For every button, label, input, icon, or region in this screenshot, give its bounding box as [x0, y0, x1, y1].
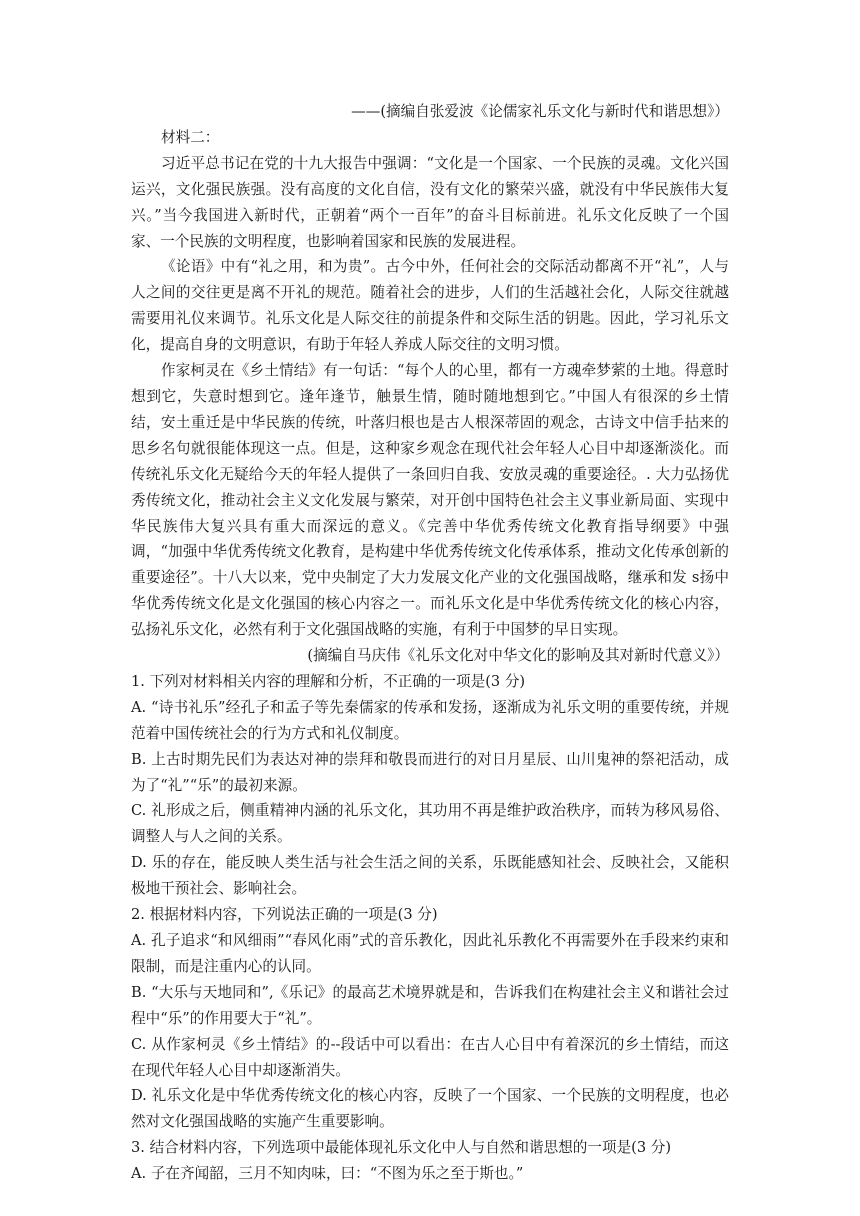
question-2-option-b: B. “大乐与天地同和”,《乐记》的最高艺术境界就是和，告诉我们在构建社会主义和谐社会过程中“乐”的作用要大于“礼”。 [131, 983, 729, 1027]
question-3: 3. 结合材料内容，下列选项中最能体现礼乐文化中人与自然和谐思想的一项是(3 分) [131, 1139, 672, 1157]
source-citation-2: (摘编自马庆伟《礼乐文化对中华文化的影响及其对新时代意义》） [307, 647, 729, 665]
paragraph: 习近平总书记在党的十九大报告中强调：“文化是一个国家、一个民族的灵魂。文化兴国运兴，文化强民族强。没有高度的文化自信，没有文化的繁荣兴盛，就没有中华民族伟大复兴。”当今我国进入新时代，正朝着“两个一百年”的奋斗目标前进。礼乐文化反映了一个国家、一个民族的文明程度，也影响着国家和民族的发展进程。 [131, 154, 729, 250]
question-1-option-a: A. “诗书礼乐”经孔子和孟子等先秦儒家的传承和发扬，逐渐成为礼乐文明的重要传统，并规范着中国传统社会的行为方式和礼仪制度。 [131, 698, 729, 742]
question-2-option-a: A. 孔子追求“和风细雨”“春风化雨”式的音乐教化，因此礼乐教化不再需要外在手段来约束和限制，而是注重内心的认同。 [131, 932, 729, 975]
question-1-option-b: B. 上古时期先民们为表达对神的崇拜和敬畏而进行的对日月星辰、山川鬼神的祭祀活动，成为了“礼”“乐”的最初来源。 [131, 750, 729, 794]
question-2-option-c: C. 从作家柯灵《乡土情结》的--段话中可以看出：在古人心目中有着深沉的乡土情结，而这在现代年轻人心目中却逐渐消失。 [131, 1035, 729, 1079]
question-2-option-d: D. 礼乐文化是中华优秀传统文化的核心内容，反映了一个国家、一个民族的文明程度，也必然对文化强国战略的实施产生重要影响。 [131, 1087, 729, 1131]
material-2-label: 材料二： [161, 128, 220, 146]
question-3-option-a: A. 子在齐闻韶，三月不知肉味，曰：“不图为乐之至于斯也。” [131, 1165, 524, 1183]
question-1-option-c: C. 礼形成之后，侧重精神内涵的礼乐文化，其功用不再是维护政治秩序，而转为移风易俗、调整人与人之间的关系。 [131, 802, 729, 846]
paragraph: 《论语》中有“礼之用，和为贵”。古今中外，任何社会的交际活动都离不开“礼”，人与人之间的交往更是离不开礼的规范。随着社会的进步，人们的生活越社会化，人际交往就越需要用礼仪来调节。礼乐文化是人际交往的前提条件和交际生活的钥匙。因此，学习礼乐文化，提高自身的文明意识，有助于年轻人养成人际交往的文明习惯。 [131, 258, 729, 354]
source-citation-1: ——(摘编自张爱波《论儒家礼乐文化与新时代和谐思想》） [351, 103, 729, 120]
question-1-option-d: D. 乐的存在，能反映人类生活与社会生活之间的关系，乐既能感知社会、反映社会，又能积极地干预社会、影响社会。 [131, 854, 729, 898]
paragraph: 作家柯灵在《乡土情结》有一句话：“每个人的心里，都有一方魂牵梦萦的土地。得意时想到它，失意时想到它。逢年逢节，触景生情，随时随地想到它。”中国人有很深的乡土情结，安土重迁是中华民族的传统，叶落归根也是古人根深蒂固的观念，古诗文中信手拈来的思乡名句就很能体现这一点。但是，这种家乡观念在现代社会年轻人心目中却逐渐淡化。而传统礼乐文化无疑给今天的年轻人提供了一条回归自我、安放灵魂的重要途径。. 大力弘扬优秀传统文化，推动社会主义文化发展与繁荣，对开创中国特色社会主义事业新局面、实现中华民族伟大复兴具有重大而深远的意义。《完善中华优秀传统文化教育指导纲要》中强调，“加强中华优秀传统文化教育，是构建中华优秀传统文化传承体系，推动文化传承创新的重要途径”。十八大以来，党中央制定了大力发展文化产业的文化强国战略，继承和发 s扬中华优秀传统文化是文化强国的核心内容之一。而礼乐文化是中华优秀传统文化的核心内容，弘扬礼乐文化，必然有利于文化强国战略的实施，有利于中国梦的早日实现。 [131, 362, 729, 639]
question-2: 2. 根据材料内容，下列说法正确的一项是(3 分) [131, 906, 438, 924]
question-1: 1. 下列对材料相关内容的理解和分析，不正确的一项是(3 分) [131, 672, 526, 690]
text-column [131, 99, 729, 1187]
